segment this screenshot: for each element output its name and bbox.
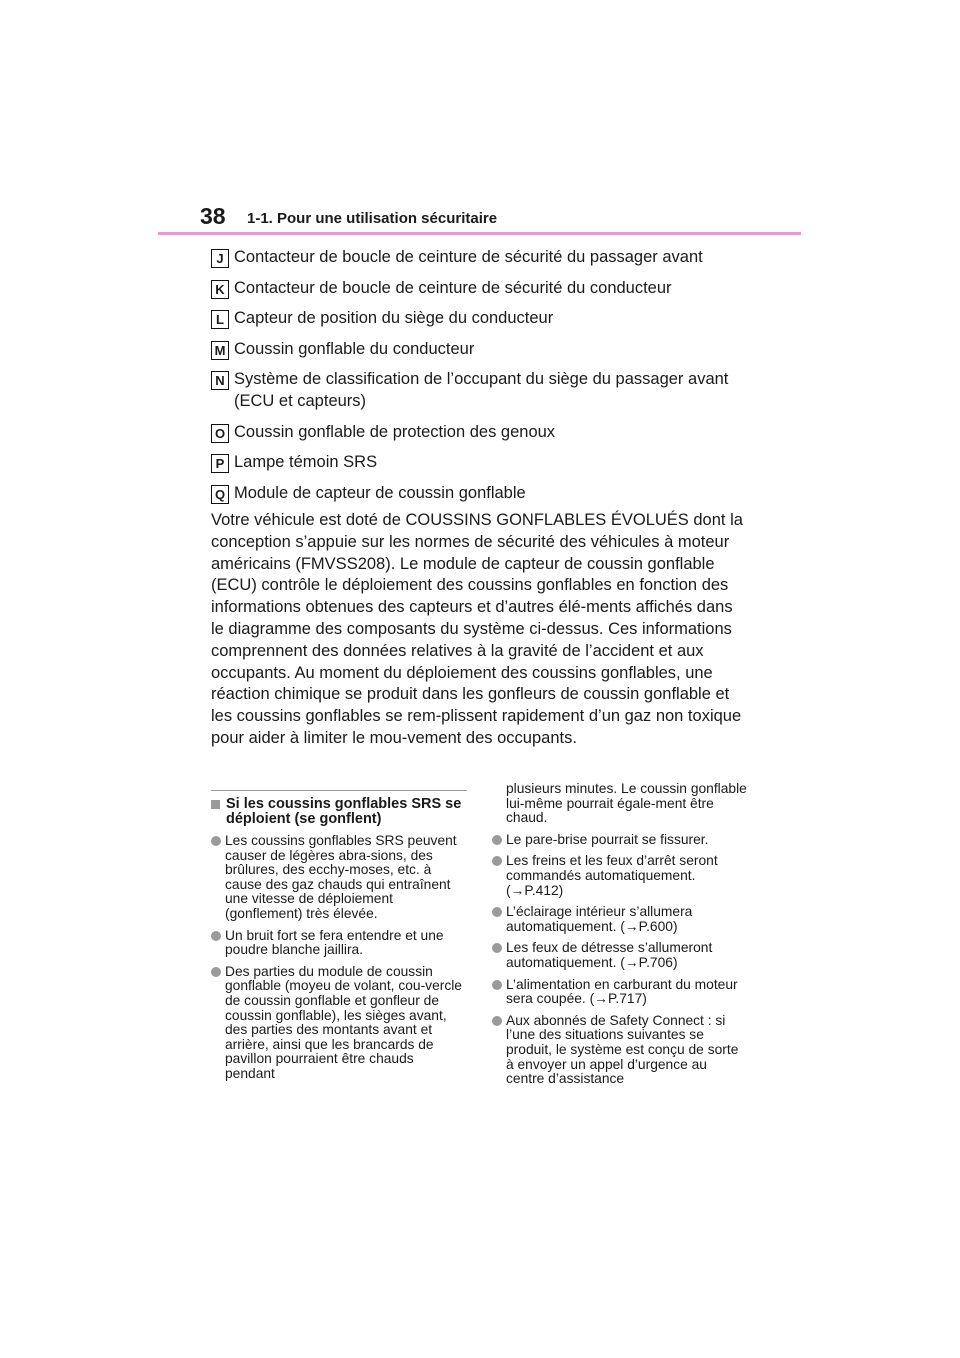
legend-text: Contacteur de boucle de ceinture de sécurité du passager avant bbox=[234, 248, 703, 266]
page-number: 38 bbox=[200, 203, 226, 229]
column-divider bbox=[211, 790, 467, 791]
bullet-item bbox=[492, 833, 747, 848]
legend-letter-badge: L bbox=[211, 310, 229, 329]
bullet-text: Le pare-brise pourrait se fissurer. bbox=[506, 831, 709, 847]
continuation-text: plusieurs minutes. Le coussin gonflable lui-même pourrait égale-ment être chaud. bbox=[506, 781, 747, 826]
bullet-text: L’éclairage intérieur s’allumera automatiquement. (→P.600) bbox=[506, 904, 693, 934]
bullet-item bbox=[492, 1014, 747, 1087]
bullet-item bbox=[492, 905, 747, 934]
bullet-item bbox=[211, 834, 466, 922]
legend-item bbox=[211, 277, 771, 299]
bullet-item bbox=[211, 965, 466, 1082]
legend-item bbox=[211, 482, 771, 504]
legend-letter-badge: P bbox=[211, 454, 229, 473]
bullet-item bbox=[492, 978, 747, 1007]
circle-bullet-icon bbox=[492, 856, 502, 866]
legend-text: Lampe témoin SRS bbox=[234, 453, 378, 471]
bullet-item bbox=[492, 854, 747, 898]
bullet-text: Des parties du module de coussin gonflable (moyeu de volant, cou-vercle de coussin gonflable et gonfleur de coussin gonflable), les sièges avant, des parties des montants avant et arrière, ainsi que les brancards de pavillon pourraient être chauds pendant bbox=[225, 963, 462, 1081]
circle-bullet-icon bbox=[492, 980, 502, 990]
circle-bullet-icon bbox=[211, 836, 221, 846]
right-column bbox=[492, 782, 747, 1094]
legend-item bbox=[211, 338, 771, 360]
sub-heading-text: Si les coussins gonflables SRS se déploient (se gonflent) bbox=[226, 796, 462, 827]
bullet-text: Les coussins gonflables SRS peuvent causer de légères abra-sions, des brûlures, des ecchy-moses, etc. à cause des gaz chauds qui entraînent une vitesse de déploiement (gonflement) très élevée. bbox=[225, 833, 457, 921]
left-column bbox=[211, 797, 466, 1089]
legend-text: Module de capteur de coussin gonflable bbox=[234, 483, 526, 502]
legend-item bbox=[211, 246, 771, 268]
circle-bullet-icon bbox=[492, 907, 502, 917]
circle-bullet-icon bbox=[492, 835, 502, 845]
legend-letter-badge: O bbox=[211, 424, 229, 443]
legend-item bbox=[211, 451, 771, 473]
section-title: 1-1. Pour une utilisation sécuritaire bbox=[247, 210, 498, 227]
bullet-item bbox=[492, 941, 747, 970]
circle-bullet-icon bbox=[211, 931, 221, 941]
legend-letter-badge: K bbox=[211, 280, 229, 299]
legend-letter-badge: J bbox=[211, 249, 229, 268]
legend-letter-badge: Q bbox=[211, 485, 229, 504]
circle-bullet-icon bbox=[211, 967, 221, 977]
bullet-text: Un bruit fort se fera entendre et une poudre blanche jaillira. bbox=[225, 927, 444, 958]
header-rule bbox=[158, 232, 801, 235]
legend-item bbox=[211, 368, 771, 412]
component-legend bbox=[211, 246, 771, 512]
circle-bullet-icon bbox=[492, 1016, 502, 1026]
intro-paragraph: Votre véhicule est doté de COUSSINS GONFLABLES ÉVOLUÉS dont la conception s’appuie sur les normes de sécurité des véhicules à moteur américains (FMVSS208). Le module de capteur de coussin gonflable (ECU) contrôle le déploiement des coussins gonflables en fonction des informations obtenues des capteurs et d’autres élé-ments affichés dans le diagramme des composants du système ci-dessus. Ces informations comprennent des données relatives à la gravité de l’accident et aux occupants. Au moment du déploiement des coussins gonflables, une réaction chimique se produit dans les gonfleurs de coussin gonflable et les coussins gonflables se rem-plissent rapidement d’un gaz non toxique pour aider à limiter le mou-vement des occupants. bbox=[211, 511, 743, 747]
bullet-text: Les feux de détresse s’allumeront automatiquement. (→P.706) bbox=[506, 940, 713, 970]
square-bullet-icon bbox=[211, 800, 220, 809]
bullet-text: Les freins et les feux d’arrêt seront commandés automatiquement. (→P.412) bbox=[506, 853, 718, 898]
sub-heading bbox=[211, 797, 466, 827]
legend-text: Coussin gonflable du conducteur bbox=[234, 339, 475, 358]
legend-text: Contacteur de boucle de ceinture de sécurité du conducteur bbox=[234, 278, 672, 297]
legend-text: Système de classification de l’occupant du siège du passager avant (ECU et capteurs) bbox=[234, 370, 729, 410]
bullet-text: L’alimentation en carburant du moteur sera coupée. (→P.717) bbox=[506, 976, 738, 1007]
circle-bullet-icon bbox=[492, 943, 502, 953]
legend-letter-badge: M bbox=[211, 341, 229, 360]
bullet-text: Aux abonnés de Safety Connect : si l’une des situations suivantes se produit, le système est conçu de sorte à envoyer un appel d’urgence au centre d’assistance bbox=[506, 1012, 739, 1087]
bullet-item bbox=[211, 929, 466, 958]
legend-text: Capteur de position du siège du conducteur bbox=[234, 309, 554, 327]
legend-text: Coussin gonflable de protection des genoux bbox=[234, 422, 556, 441]
legend-letter-badge: N bbox=[211, 371, 229, 390]
legend-item bbox=[211, 307, 771, 329]
legend-item bbox=[211, 421, 771, 443]
